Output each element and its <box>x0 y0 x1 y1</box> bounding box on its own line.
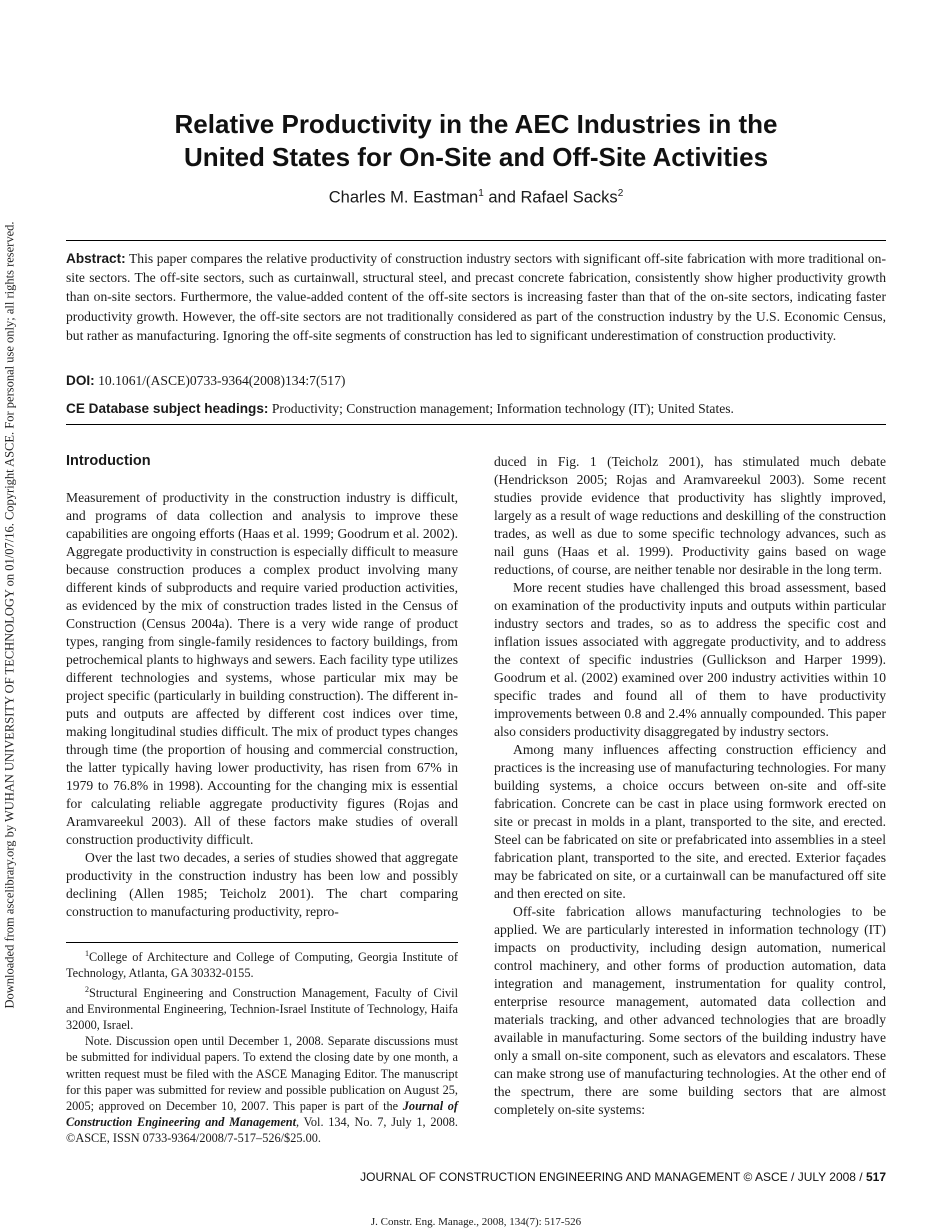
author-affiliation-mark: 1 <box>478 188 484 199</box>
journal-footer <box>360 1170 886 1184</box>
header-top-rule <box>66 240 886 241</box>
body-paragraph: Off-site fabrication allows manufacturing technologies to be applied. We are particularly interested in information technology (IT) impacts on productivity, including design automation, numerical control machinery, and other forms of production automation, data integration and management, instrumentation for quality control, enterprise resource management, automated data collection and materials tracking, and other advanced technologies that are broadly available in manufacturing. Some sectors of the building industry have only a small on-site component, such as elevators and escalators. These can make strong use of manufacturing technologies. At the other end of the spectrum, there are some building sectors that are almost completely on-site systems: <box>494 904 886 1117</box>
download-notice-text: Downloaded from ascelibrary.org by WUHAN UNIVERSITY OF TECHNOLOGY on 01/07/16. Copyright ASCE. For personal use only; all rights reserved. <box>2 221 17 1009</box>
footnote-2 <box>66 982 458 1034</box>
abstract-text: This paper compares the relative productivity of construction industry sectors with significant off-site fabrication with more traditional on-site sectors. The off-site sectors, such as curtainwall, structural steel, and precast concrete fabrication, consistently show higher productivity growth than on-site sectors. Furthermore, the value-added content of the off-site sectors is increasing faster than that of the on-site sectors, indicating faster productivity growth. However, the off-site sectors are not traditionally considered as part of the construction industry by the U.S. Economic Census, but rather as manufacturing. Ignoring the off-site segments of construction has led to significant underestimation of construction productivity. <box>66 251 886 343</box>
footnote-mark: 1 <box>85 949 89 958</box>
journal-footer-text: JOURNAL OF CONSTRUCTION ENGINEERING AND MANAGEMENT © ASCE / JULY 2008 / <box>360 1170 866 1184</box>
abstract <box>66 249 886 345</box>
note-text: Note. Discussion open until December 1, 2008. Separate discussions must be submitted for individual papers. To extend the closing date by one month, a written request must be filed with the ASCE Managing Editor. The manuscript for this paper was submitted for review and possible publication on August 25, 2005; approved on December 10, 2007. This paper is part of the <box>66 1034 458 1114</box>
footnote-note <box>66 1033 458 1146</box>
footnote-1 <box>66 946 458 982</box>
body-paragraph: More recent studies have challenged this broad assessment, based on examination of the productivity inputs and outputs within particular industry sectors and trades, so as to address the specific cost and inflation issues associated with aggregate productivity, and to address the context of specific industries (Gullickson and Harper 1999). Goodrum et al. (2002) examined over 200 industry activities within 10 specific trades and found all of them to have productivity improvements between 0.8 and 2.4% annually compounded. This paper also considers productivity disaggregated by industry sectors. <box>494 580 886 739</box>
author-name: Rafael Sacks <box>520 188 618 207</box>
header-bottom-rule <box>66 424 886 425</box>
left-column <box>66 489 458 921</box>
doi-value: 10.1061/(ASCE)0733-9364(2008)134:7(517) <box>98 373 346 388</box>
footnote-text: Structural Engineering and Construction Management, Faculty of Civil and Environmental Engineering, Technion-Israel Institute of Technology, Haifa 32000, Israel. <box>66 985 458 1032</box>
footnote-rule <box>66 942 458 943</box>
journal-name: Journal of Construction Engineering and Management <box>66 1099 458 1130</box>
body-paragraph: Over the last two decades, a series of studies showed that aggregate productivity in the construction industry has been low and possibly declining (Allen 1985; Teicholz 2001). The chart comparing construction to manufacturing productivity, repro- <box>66 850 458 919</box>
citation-line: J. Constr. Eng. Manage., 2008, 134(7): 517-526 <box>370 1216 582 1228</box>
author-name: Charles M. Eastman <box>328 188 479 207</box>
footnote-text: College of Architecture and College of Computing, Georgia Institute of Technology, Atlanta, GA 30332-0155. <box>66 950 458 981</box>
footnote-mark: 2 <box>85 984 89 994</box>
body-paragraph: Among many influences affecting construction efficiency and practices is the increasing use of manufacturing technologies. For many building systems, a choice occurs between on-site and off-site fabrication. Concrete can be cast in place using formwork erected on site or precast in molds in a plant, transported to the site, and erected. Steel can be fabricated on site or prefabricated into assemblies in a steel fabrication plant, transported to the site, and erected. Exterior façades may be fabricated on site, or a curtainwall can be manufactured off site and then erected on site. <box>494 742 886 901</box>
right-column <box>494 453 886 1119</box>
title-line-1: Relative Productivity in the AEC Industries in the <box>174 109 778 139</box>
body-paragraph: Measurement of productivity in the construction industry is difficult, and programs of data collection and analysis to improve these capabilities are ongoing efforts (Haas et al. 1999; Goodrum et al. 2002). Aggregate productivity in construction is especially difficult to measure because construction produces a complex product involving many different kinds of subproducts and require varied production activities, as evidenced by the mix of construction trades listed in the Census of Construction (Census 2004a). There is a very wide range of product types, ranging from single-family residences to factory buildings, from petrochemical plants to highways and sewers. Each facility type utilizes different technologies and systems, whose particular mix may be project specific (particularly in building construction). The different inputs and outputs are affected by different cost indices over time, making longitudinal studies difficult. The mix of product types changes through time (the proportion of housing and commercial construction, the latter typically having lower productivity, has risen from 67% in 1979 to 76.8% in 1998). Accounting for the changing mix is essential for calculating reliable aggregate productivity figures (Rojas and Aramvareekul 2003). All of these factors make studies of overall construction productivity difficult. <box>66 490 458 847</box>
doi-line <box>66 373 345 389</box>
paper-title <box>66 108 886 174</box>
section-heading-introduction: Introduction <box>66 453 151 469</box>
download-notice-sidebar <box>0 0 20 1232</box>
footnotes <box>66 946 458 1147</box>
abstract-label: Abstract: <box>66 251 126 266</box>
title-line-2: United States for On-Site and Off-Site Activities <box>183 142 769 172</box>
author-connector: and <box>483 188 521 207</box>
doi-label: DOI: <box>66 373 95 388</box>
subject-headings-value: Productivity; Construction management; Information technology (IT); United States. <box>271 401 734 416</box>
subject-headings <box>66 401 886 417</box>
body-paragraph: duced in Fig. 1 (Teicholz 2001), has stimulated much debate (Hendrickson 2005; Rojas and Aramvareekul 2003). Some recent studies provide evidence that productivity has slightly improved, largely as a result of wage reductions and deskilling of the construction trades, as well as due to some specific technology advances, such as nail guns (Haas et al. 1999). Productivity gains based on wage reductions, of course, are neither tenable nor desirable in the long term. <box>494 454 886 577</box>
author-list <box>66 188 886 208</box>
note-tail: , Vol. 134, No. 7, July 1, 2008. ©ASCE, ISSN 0733-9364/2008/7-517–526/$25.00. <box>66 1115 458 1146</box>
subject-headings-label: CE Database subject headings: <box>66 401 269 416</box>
page-number: 517 <box>865 1170 886 1184</box>
author-affiliation-mark: 2 <box>617 188 624 199</box>
